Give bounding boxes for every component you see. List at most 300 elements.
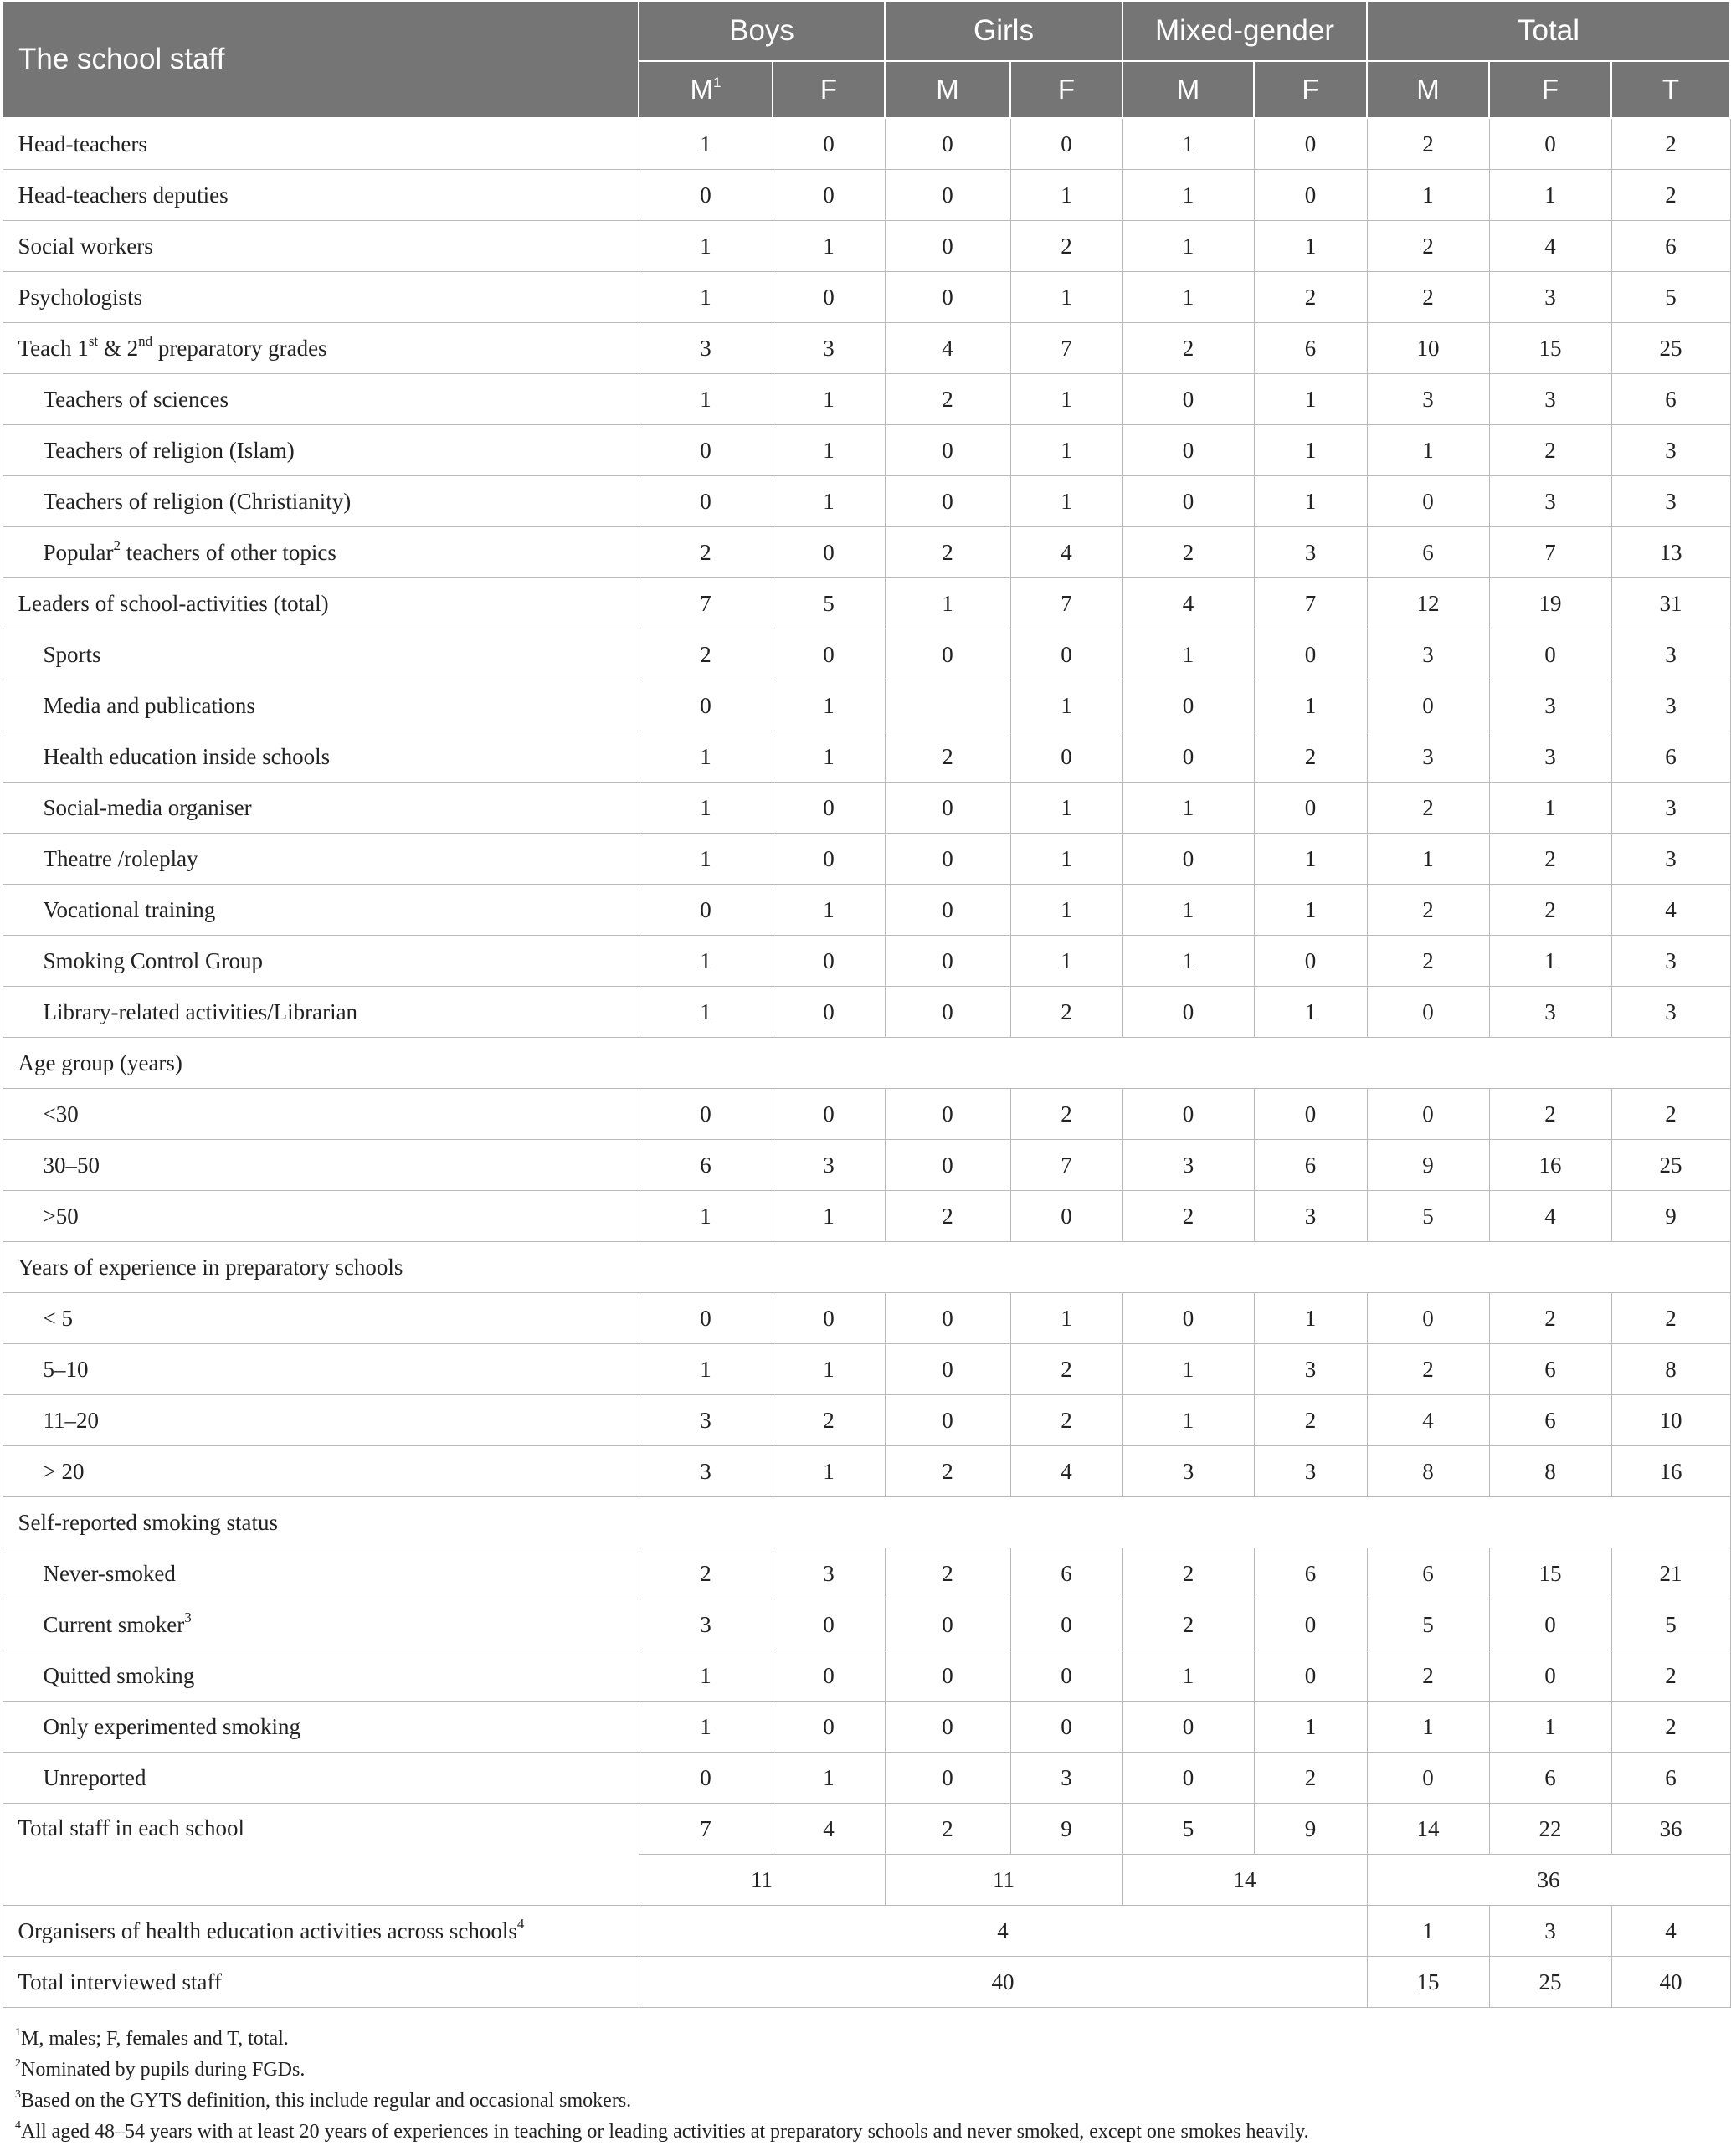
cell: 0 [1367, 987, 1489, 1038]
cell: 0 [1122, 425, 1254, 476]
cell: 2 [639, 1548, 773, 1599]
cell: 21 [1611, 1548, 1730, 1599]
cell: 1 [1010, 476, 1122, 527]
cell: 0 [773, 1293, 885, 1344]
table-row [3, 1446, 1730, 1497]
cell: 0 [639, 680, 773, 732]
cell: 1 [773, 1191, 885, 1242]
cell: 1 [1122, 272, 1254, 323]
cell: 2 [1010, 221, 1122, 272]
cell: 0 [639, 170, 773, 221]
cell: 4 [1611, 885, 1730, 936]
cell: 1 [1010, 272, 1122, 323]
cell: 0 [1367, 680, 1489, 732]
row-label: Total interviewed staff [3, 1957, 639, 2008]
cell: 1 [1367, 834, 1489, 885]
cell: 4 [1489, 1191, 1611, 1242]
cell: 1 [773, 680, 885, 732]
cell: 3 [1367, 732, 1489, 783]
cell: 0 [1254, 1089, 1367, 1140]
row-label: Vocational training [3, 885, 639, 936]
cell: 0 [1489, 1599, 1611, 1650]
header-sub-mixed-m: M [1122, 61, 1254, 118]
header-sub-girls-f: F [1010, 61, 1122, 118]
cell: 1 [639, 1191, 773, 1242]
cell: 6 [1489, 1395, 1611, 1446]
cell: 0 [885, 783, 1010, 834]
cell: 1 [1122, 936, 1254, 987]
cell: 4 [1489, 221, 1611, 272]
cell: 1 [773, 732, 885, 783]
cell: 7 [639, 1804, 773, 1855]
cell: 6 [1254, 323, 1367, 374]
cell: 1 [1122, 221, 1254, 272]
cell: 1 [639, 834, 773, 885]
cell: 2 [885, 1191, 1010, 1242]
cell: 5 [1367, 1191, 1489, 1242]
cell: 5 [773, 578, 885, 629]
cell: 3 [773, 1140, 885, 1191]
cell: 9 [1010, 1804, 1122, 1855]
table-row [3, 1599, 1730, 1650]
cell: 8 [1367, 1446, 1489, 1497]
cell: 1 [1489, 783, 1611, 834]
cell: 0 [773, 170, 885, 221]
cell: 1 [1254, 1702, 1367, 1753]
cell: 0 [773, 272, 885, 323]
cell: 0 [1122, 1702, 1254, 1753]
cell: 3 [1122, 1140, 1254, 1191]
row-label: Social-media organiser [3, 783, 639, 834]
cell: 0 [773, 834, 885, 885]
cell: 0 [1122, 732, 1254, 783]
cell: 0 [1010, 1599, 1122, 1650]
footnote: $^4$All aged 48–54 years with at least 20 years of experiences in teaching or leading activities at preparatory schools and never smoked, except one smokes heavily. [15, 2119, 1309, 2143]
cell: 1 [773, 221, 885, 272]
merged-cell-girls: 11 [885, 1855, 1122, 1906]
row-label: Theatre /roleplay [3, 834, 639, 885]
table-row [3, 118, 1730, 170]
cell: 3 [1010, 1753, 1122, 1804]
cell: 0 [639, 1753, 773, 1804]
section-heading: Self-reported smoking status [3, 1497, 1730, 1548]
cell: 3 [773, 1548, 885, 1599]
cell: 3 [639, 1599, 773, 1650]
cell: 1 [1122, 1395, 1254, 1446]
cell: 0 [1367, 1293, 1489, 1344]
cell: 0 [1010, 732, 1122, 783]
cell: 1 [639, 732, 773, 783]
cell: 4 [1367, 1395, 1489, 1446]
merged-cell-total: 36 [1367, 1855, 1730, 1906]
header-school-staff: The school staff [3, 1, 639, 118]
cell: 1 [1254, 680, 1367, 732]
cell: 0 [1254, 629, 1367, 680]
cell: 2 [1489, 885, 1611, 936]
cell: 3 [1489, 272, 1611, 323]
table-row [3, 1957, 1730, 2008]
cell: 3 [1489, 1906, 1611, 1957]
cell: 3 [1611, 680, 1730, 732]
cell: 2 [1489, 1293, 1611, 1344]
cell: 0 [885, 1702, 1010, 1753]
cell: 0 [885, 272, 1010, 323]
cell: 0 [885, 1140, 1010, 1191]
cell: 1 [1254, 374, 1367, 425]
row-label: <30 [3, 1089, 639, 1140]
cell: 3 [1611, 783, 1730, 834]
cell: 2 [1367, 221, 1489, 272]
cell: 6 [1611, 1753, 1730, 1804]
cell: 0 [1489, 1650, 1611, 1702]
row-label: Quitted smoking [3, 1650, 639, 1702]
cell: 3 [1489, 732, 1611, 783]
cell: 1 [1367, 425, 1489, 476]
table-row [3, 221, 1730, 272]
cell: 1 [639, 1344, 773, 1395]
table-row [3, 680, 1730, 732]
cell: 0 [773, 936, 885, 987]
cell: 3 [1611, 936, 1730, 987]
cell: 25 [1611, 323, 1730, 374]
table-row [3, 170, 1730, 221]
table-row [3, 1650, 1730, 1702]
cell: 1 [639, 936, 773, 987]
cell: 0 [885, 885, 1010, 936]
table-row [3, 834, 1730, 885]
cell: 0 [1122, 834, 1254, 885]
cell: 1 [773, 425, 885, 476]
cell: 2 [1122, 1191, 1254, 1242]
cell: 0 [639, 1089, 773, 1140]
row-label: Organisers of health education activities across schools$^4$ [3, 1906, 639, 1957]
cell: 0 [1122, 987, 1254, 1038]
cell: 0 [885, 936, 1010, 987]
section-heading: Years of experience in preparatory schools [3, 1242, 1730, 1293]
cell: 3 [1611, 629, 1730, 680]
row-label: Total staff in each school [3, 1804, 639, 1906]
cell: 1 [1010, 885, 1122, 936]
cell: 1 [1122, 170, 1254, 221]
row-label: Current smoker$^3$ [3, 1599, 639, 1650]
cell: 10 [1611, 1395, 1730, 1446]
cell: 1 [1367, 1906, 1489, 1957]
table-row [3, 1906, 1730, 1957]
row-label: Social workers [3, 221, 639, 272]
cell: 6 [1367, 527, 1489, 578]
cell: 2 [1010, 1344, 1122, 1395]
cell: 19 [1489, 578, 1611, 629]
cell: 2 [1122, 1599, 1254, 1650]
cell: 1 [639, 118, 773, 170]
cell: 0 [773, 629, 885, 680]
cell: 3 [1254, 1344, 1367, 1395]
cell: 10 [1367, 323, 1489, 374]
row-label: 5–10 [3, 1344, 639, 1395]
cell: 0 [1367, 476, 1489, 527]
cell: 3 [1489, 680, 1611, 732]
row-label: Never-smoked [3, 1548, 639, 1599]
cell: 0 [773, 1702, 885, 1753]
table-header [3, 1, 1730, 118]
cell: 0 [1489, 629, 1611, 680]
cell: 6 [1254, 1548, 1367, 1599]
cell: 2 [1367, 118, 1489, 170]
cell: 3 [1254, 1191, 1367, 1242]
cell: 3 [1489, 374, 1611, 425]
section-row [3, 1242, 1730, 1293]
cell: 1 [1122, 885, 1254, 936]
cell: 8 [1489, 1446, 1611, 1497]
section-row [3, 1038, 1730, 1089]
cell: 2 [1122, 323, 1254, 374]
cell: 0 [639, 425, 773, 476]
cell: 0 [885, 476, 1010, 527]
row-label: Sports [3, 629, 639, 680]
cell: 2 [1254, 1395, 1367, 1446]
cell: 0 [885, 118, 1010, 170]
cell: 4 [1122, 578, 1254, 629]
cell: 6 [1489, 1753, 1611, 1804]
cell: 7 [1010, 578, 1122, 629]
header-group-boys: Boys [639, 1, 885, 61]
cell: 15 [1489, 1548, 1611, 1599]
cell: 12 [1367, 578, 1489, 629]
table-row [3, 272, 1730, 323]
table-row [3, 1293, 1730, 1344]
row-label: Teachers of religion (Christianity) [3, 476, 639, 527]
cell: 2 [1367, 1650, 1489, 1702]
cell: 6 [1254, 1140, 1367, 1191]
cell: 31 [1611, 578, 1730, 629]
cell: 1 [1010, 936, 1122, 987]
row-label: Popular$^2$ teachers of other topics [3, 527, 639, 578]
cell: 0 [1254, 1599, 1367, 1650]
cell: 2 [1611, 1702, 1730, 1753]
table-row [3, 1548, 1730, 1599]
cell: 1 [1254, 221, 1367, 272]
cell: 2 [1611, 170, 1730, 221]
table-row [3, 1089, 1730, 1140]
cell: 1 [1010, 170, 1122, 221]
cell: 6 [1611, 221, 1730, 272]
cell: 4 [1010, 1446, 1122, 1497]
table-row [3, 1804, 1730, 1855]
cell: 2 [885, 374, 1010, 425]
cell: 0 [773, 1599, 885, 1650]
cell: 0 [1122, 476, 1254, 527]
table-row [3, 987, 1730, 1038]
cell: 2 [1367, 783, 1489, 834]
table-row [3, 578, 1730, 629]
cell: 1 [1122, 629, 1254, 680]
cell: 2 [885, 1446, 1010, 1497]
cell: 9 [1254, 1804, 1367, 1855]
row-label: Media and publications [3, 680, 639, 732]
cell: 16 [1489, 1140, 1611, 1191]
cell: 25 [1611, 1140, 1730, 1191]
cell: 0 [639, 885, 773, 936]
cell: 2 [1611, 118, 1730, 170]
cell: 16 [1611, 1446, 1730, 1497]
cell: 36 [1611, 1804, 1730, 1855]
cell: 1 [1254, 834, 1367, 885]
cell: 3 [1254, 1446, 1367, 1497]
cell: 3 [1122, 1446, 1254, 1497]
cell: 1 [1122, 783, 1254, 834]
row-label: >50 [3, 1191, 639, 1242]
table-row [3, 783, 1730, 834]
cell: 1 [773, 1753, 885, 1804]
cell: 2 [1254, 732, 1367, 783]
cell: 1 [1254, 476, 1367, 527]
table-row [3, 1395, 1730, 1446]
cell: 3 [639, 323, 773, 374]
cell: 3 [1611, 425, 1730, 476]
cell: 2 [1010, 1089, 1122, 1140]
cell: 1 [1489, 170, 1611, 221]
cell: 1 [1010, 425, 1122, 476]
cell: 15 [1489, 323, 1611, 374]
cell: 1 [639, 1650, 773, 1702]
cell: 2 [1367, 936, 1489, 987]
cell: 9 [1611, 1191, 1730, 1242]
table-row [3, 885, 1730, 936]
header-sub-total-f: F [1489, 61, 1611, 118]
merged-cell-boys: 11 [639, 1855, 885, 1906]
row-label: Smoking Control Group [3, 936, 639, 987]
header-sub-total-m: M [1367, 61, 1489, 118]
cell: 1 [1122, 118, 1254, 170]
row-label: Library-related activities/Librarian [3, 987, 639, 1038]
cell: 0 [1367, 1089, 1489, 1140]
table-row [3, 1191, 1730, 1242]
row-label: Teachers of sciences [3, 374, 639, 425]
cell: 0 [885, 1344, 1010, 1395]
table-row [3, 323, 1730, 374]
cell: 1 [1122, 1344, 1254, 1395]
cell: 0 [885, 1650, 1010, 1702]
cell: 2 [1611, 1089, 1730, 1140]
cell: 1 [1254, 885, 1367, 936]
cell: 9 [1367, 1140, 1489, 1191]
cell: 2 [639, 629, 773, 680]
cell: 3 [1611, 987, 1730, 1038]
cell: 1 [1254, 987, 1367, 1038]
cell: 0 [1122, 1293, 1254, 1344]
cell: 2 [1367, 885, 1489, 936]
cell: 1 [1010, 374, 1122, 425]
table-row [3, 1702, 1730, 1753]
cell: 1 [773, 1344, 885, 1395]
cell: 2 [773, 1395, 885, 1446]
row-label: 30–50 [3, 1140, 639, 1191]
cell: 2 [1367, 272, 1489, 323]
cell: 4 [885, 323, 1010, 374]
footnotes [15, 2024, 1309, 2148]
cell: 0 [773, 783, 885, 834]
cell: 3 [639, 1395, 773, 1446]
cell: 1 [639, 272, 773, 323]
cell: 0 [1254, 118, 1367, 170]
cell: 14 [1367, 1804, 1489, 1855]
cell: 0 [1010, 1650, 1122, 1702]
cell: 3 [639, 1446, 773, 1497]
cell: 7 [1489, 527, 1611, 578]
cell: 4 [773, 1804, 885, 1855]
cell: 7 [1254, 578, 1367, 629]
header-sub-total-t: T [1611, 61, 1730, 118]
cell: 1 [885, 578, 1010, 629]
cell: 2 [1489, 834, 1611, 885]
header-group-girls: Girls [885, 1, 1122, 61]
cell: 0 [1010, 118, 1122, 170]
row-label: Head-teachers deputies [3, 170, 639, 221]
row-label: Health education inside schools [3, 732, 639, 783]
cell: 1 [1010, 1293, 1122, 1344]
cell: 0 [885, 425, 1010, 476]
cell: 0 [885, 1089, 1010, 1140]
cell: 6 [1367, 1548, 1489, 1599]
cell: 1 [1010, 834, 1122, 885]
cell: 1 [773, 374, 885, 425]
cell: 0 [1254, 1650, 1367, 1702]
cell [885, 680, 1010, 732]
cell: 0 [1122, 374, 1254, 425]
cell: 7 [1010, 1140, 1122, 1191]
header-sub-mixed-f: F [1254, 61, 1367, 118]
table-body [3, 118, 1730, 2008]
merged-cell: 40 [639, 1957, 1367, 2008]
cell: 2 [1122, 1548, 1254, 1599]
cell: 2 [1611, 1293, 1730, 1344]
cell: 1 [773, 885, 885, 936]
cell: 0 [1122, 1089, 1254, 1140]
cell: 5 [1367, 1599, 1489, 1650]
row-label: < 5 [3, 1293, 639, 1344]
cell: 3 [1611, 834, 1730, 885]
cell: 1 [639, 221, 773, 272]
footnote: $^3$Based on the GYTS definition, this include regular and occasional smokers. [15, 2088, 632, 2112]
cell: 3 [1611, 476, 1730, 527]
cell: 3 [1489, 476, 1611, 527]
row-label: Unreported [3, 1753, 639, 1804]
cell: 1 [1489, 936, 1611, 987]
cell: 0 [773, 527, 885, 578]
cell: 3 [1367, 629, 1489, 680]
cell: 2 [1611, 1650, 1730, 1702]
cell: 0 [773, 118, 885, 170]
row-label: Leaders of school-activities (total) [3, 578, 639, 629]
cell: 6 [1611, 374, 1730, 425]
cell: 6 [1611, 732, 1730, 783]
staff-table [2, 0, 1731, 2008]
table-row [3, 936, 1730, 987]
table-row [3, 732, 1730, 783]
cell: 0 [885, 987, 1010, 1038]
cell: 1 [1254, 1293, 1367, 1344]
cell: 0 [1254, 936, 1367, 987]
cell: 0 [1367, 1753, 1489, 1804]
cell: 7 [639, 578, 773, 629]
cell: 40 [1611, 1957, 1730, 2008]
section-row [3, 1497, 1730, 1548]
cell: 2 [1010, 987, 1122, 1038]
cell: 1 [1010, 783, 1122, 834]
table-row [3, 629, 1730, 680]
cell: 2 [1010, 1395, 1122, 1446]
header-group-mixed: Mixed-gender [1122, 1, 1367, 61]
